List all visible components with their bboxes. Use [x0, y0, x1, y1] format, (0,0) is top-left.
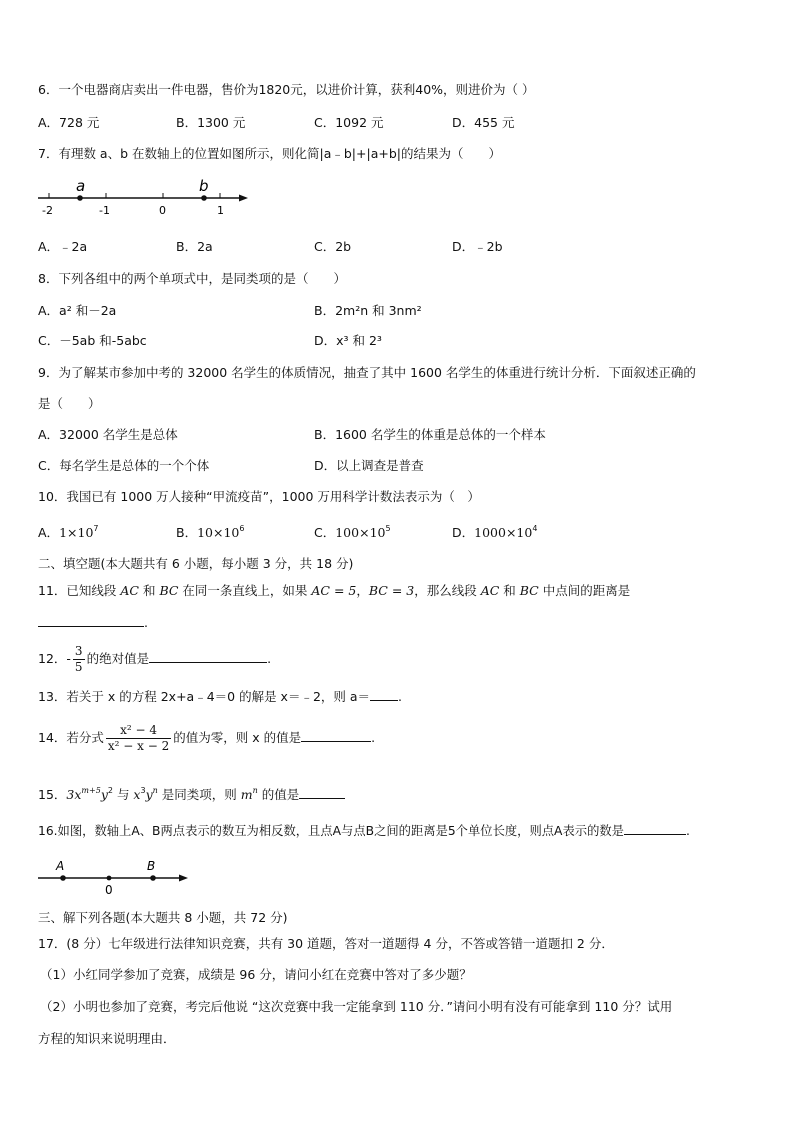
- q7-option-b: B．2a: [176, 239, 213, 254]
- answer-blank[interactable]: [149, 650, 267, 663]
- point-b-label: b: [199, 177, 209, 195]
- question-15-stem: 15．$3x^{m+5}y^2$ 与 $x^3y^n$ 是同类项，则 $m^n$ 的值是: [38, 786, 345, 803]
- q8-option-d: D．x³ 和 2³: [314, 333, 382, 348]
- question-9-stem-cont: 是（ ）: [38, 396, 101, 411]
- point-b-dot: [201, 195, 207, 201]
- origin-label: 0: [105, 883, 113, 897]
- point-b-dot: [150, 875, 156, 881]
- question-12-stem: 12．- $\frac{3}{5}$ 的绝对值是 .: [38, 644, 272, 674]
- answer-blank[interactable]: [624, 822, 686, 835]
- q8-option-a: A．a² 和－2a: [38, 303, 117, 318]
- q17-part-2: （2）小明也参加了竞赛，考完后他说 “这次竞赛中我一定能拿到 110 分．”请问小明有没有可能拿到 110 分？试用: [40, 999, 673, 1014]
- question-6-stem: 6．一个电器商店卖出一件电器，售价为1820元，以进价计算，获利40%，则进价为（ ）: [38, 82, 535, 97]
- q8-option-b: B．2m²n 和 3nm²: [314, 303, 422, 318]
- section-3-heading: 三、解下列各题(本大题共 8 小题，共 72 分): [38, 910, 288, 925]
- fraction: $\frac{\text{x² − 4}}{\text{x² − x − 2}}$: [107, 723, 170, 753]
- point-b-label: B: [147, 859, 156, 873]
- q7-option-d: D．﹣2b: [452, 239, 503, 254]
- q10-option-c: C．$100\times 10^5$: [314, 524, 391, 540]
- question-7-stem: 7．有理数 a、b 在数轴上的位置如图所示，则化简|a﹣b|+|a+b|的结果为（ ）: [38, 146, 501, 161]
- question-9-stem: 9．为了解某市参加中考的 32000 名学生的体质情况，抽查了其中 1600 名学生的体重进行统计分析．下面叙述正确的: [38, 365, 696, 380]
- tick-label-neg2: -2: [42, 204, 53, 217]
- tick-label-neg1: -1: [99, 204, 110, 217]
- point-a-dot: [60, 875, 66, 881]
- q7-option-a: A．﹣2a: [38, 239, 88, 254]
- q6-option-c: C．1092 元: [314, 115, 384, 130]
- question-10-stem: 10．我国已有 1000 万人接种“甲流疫苗”，1000 万用科学计数法表示为（ ）: [38, 489, 480, 504]
- origin-dot: [107, 876, 112, 881]
- answer-blank[interactable]: [301, 729, 371, 742]
- point-a-label: A: [56, 859, 65, 873]
- answer-blank[interactable]: [299, 786, 345, 799]
- q10-option-b: B．$10\times 10^6$: [176, 524, 245, 540]
- question-14-stem: 14．若分式 $\frac{\text{x² − 4}}{\text{x² − x − 2}}$ 的值为零，则 x 的值是 .: [38, 723, 376, 753]
- q6-option-d: D．455 元: [452, 115, 515, 130]
- q9-option-b: B．1600 名学生的体重是总体的一个样本: [314, 427, 546, 442]
- question-11-stem: 11．已知线段 AC 和 BC 在同一条直线上，如果 AC = 5，BC = 3，那么线段 AC 和 BC 中点间的距离是: [38, 583, 631, 598]
- tick-label-1: 1: [217, 204, 224, 217]
- q7-option-c: C．2b: [314, 239, 352, 254]
- q11-answer-line: .: [38, 614, 148, 631]
- q8-option-c: C．－5ab 和-5abc: [38, 333, 147, 348]
- answer-blank[interactable]: [370, 688, 398, 701]
- q17-part-2-cont: 方程的知识来说明理由．: [38, 1031, 176, 1046]
- q9-option-a: A．32000 名学生是总体: [38, 427, 178, 442]
- section-2-heading: 二、填空题(本大题共有 6 小题，每小题 3 分，共 18 分): [38, 556, 354, 571]
- q6-option-b: B．1300 元: [176, 115, 246, 130]
- q9-option-c: C．每名学生是总体的一个个体: [38, 458, 210, 473]
- question-17-stem: 17．(8 分）七年级进行法律知识竞赛，共有 30 道题，答对一道题得 4 分，不答或答错一道题扣 2 分．: [38, 936, 614, 951]
- question-16-stem: 16.如图，数轴上A、B两点表示的数互为相反数，且点A与点B之间的距离是5个单位长度，则点A表示的数是 .: [38, 824, 690, 838]
- fraction: $\frac{3}{5}$: [74, 644, 83, 674]
- question-8-stem: 8．下列各组中的两个单项式中，是同类项的是（ ）: [38, 271, 346, 286]
- q7-number-line: [36, 176, 256, 220]
- q10-option-a: A．$1\times 10^7$: [38, 524, 99, 540]
- point-a-label: a: [76, 177, 86, 195]
- q9-option-d: D．以上调查是普查: [314, 458, 424, 473]
- tick-label-0: 0: [159, 204, 166, 217]
- q16-number-line: [36, 856, 196, 898]
- q6-option-a: A．728 元: [38, 115, 100, 130]
- q10-option-d: D．$1000\times 10^4$: [452, 524, 538, 540]
- question-13-stem: 13．若关于 x 的方程 2x+a﹣4＝0 的解是 x＝﹣2，则 a＝ .: [38, 689, 403, 704]
- answer-blank[interactable]: [38, 614, 144, 627]
- q17-part-1: （1）小红同学参加了竞赛，成绩是 96 分，请问小红在竞赛中答对了多少题？: [40, 967, 472, 982]
- point-a-dot: [77, 195, 83, 201]
